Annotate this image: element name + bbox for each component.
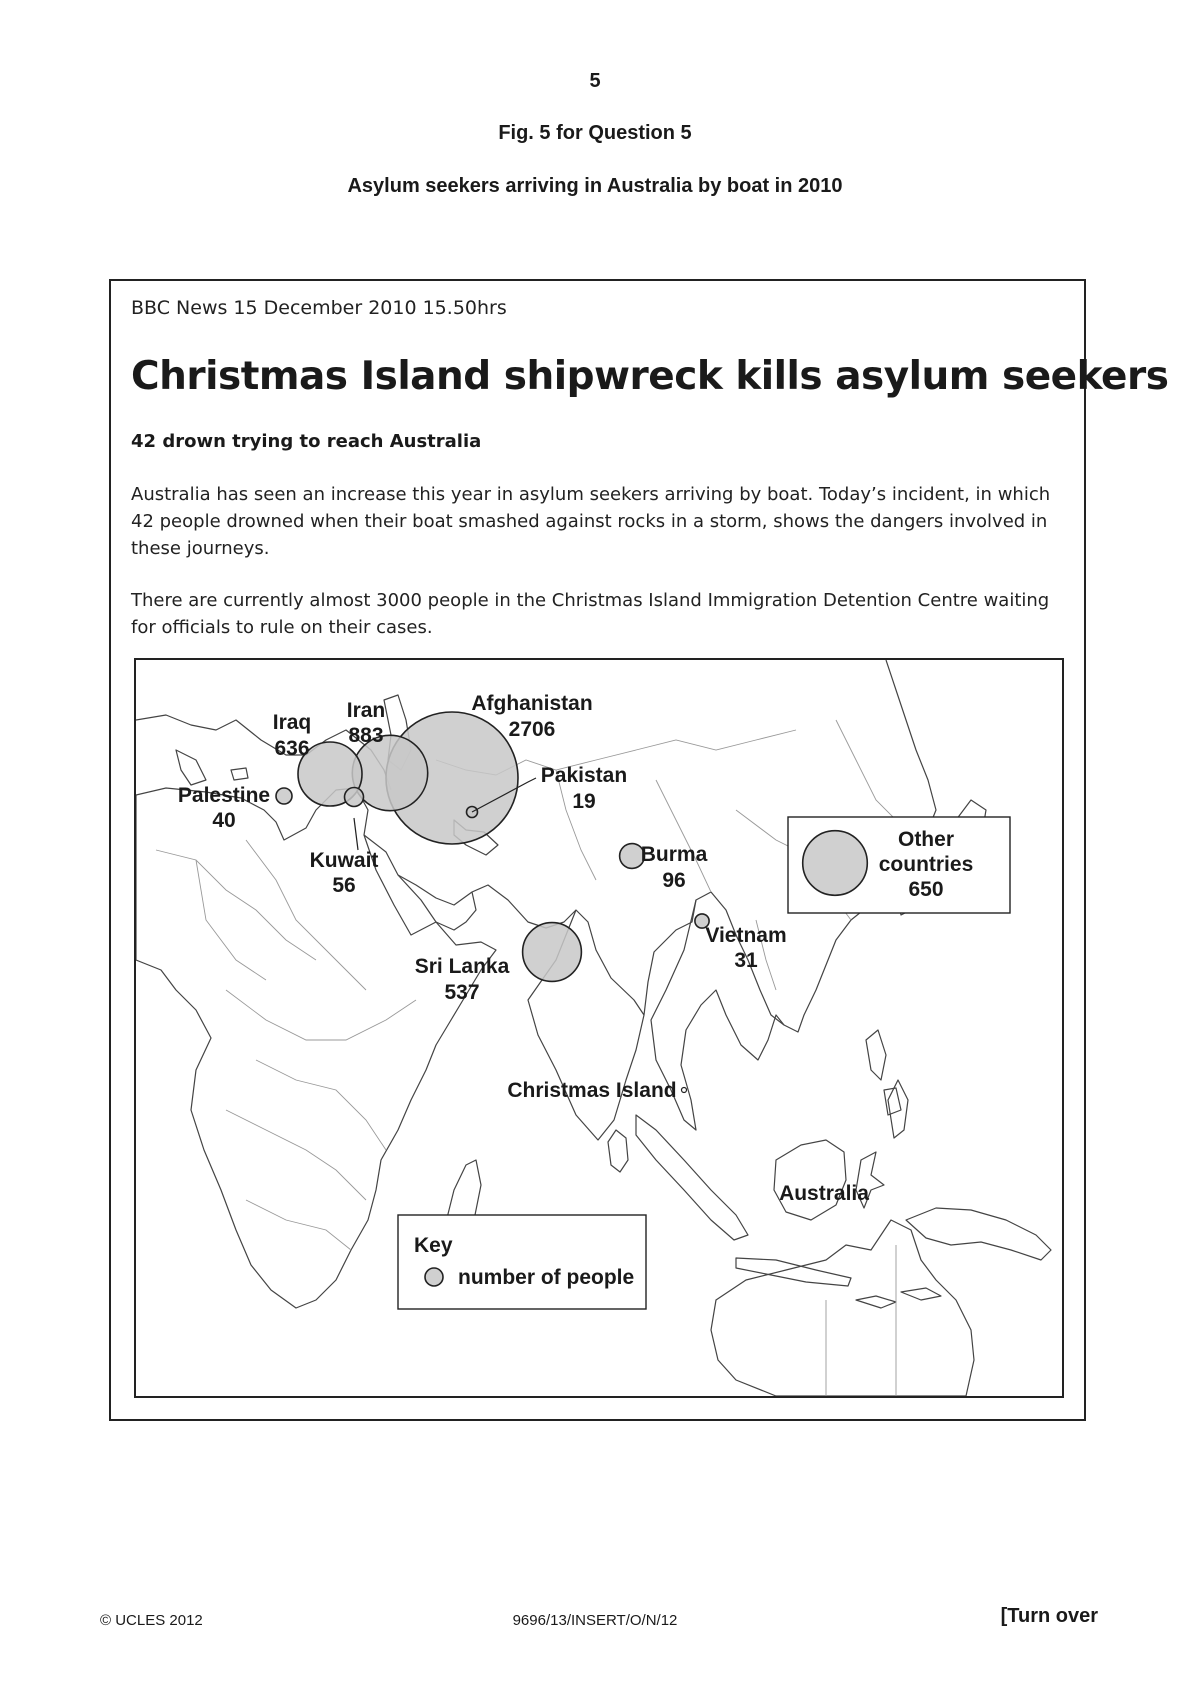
footer-copyright: © UCLES 2012 — [100, 1612, 203, 1629]
other-countries-label-line2: countries — [878, 853, 974, 876]
bubble-palestine — [276, 788, 292, 804]
other-countries-value: 650 — [908, 878, 944, 901]
map-key — [398, 1215, 646, 1309]
label-burma-value: 96 — [662, 869, 686, 892]
label-iran-value: 883 — [348, 724, 384, 747]
article-headline: Christmas Island shipwreck kills asylum seekers — [131, 354, 1169, 399]
label-iran-name: Iran — [346, 699, 386, 722]
label-kuwait-value: 56 — [332, 874, 356, 897]
other-countries-bubble — [803, 831, 868, 896]
other-countries-box — [788, 817, 1010, 913]
label-australia: Australia — [779, 1182, 869, 1205]
footer-turn-over: [Turn over — [1000, 1605, 1098, 1627]
footer-paper-code: 9696/13/INSERT/O/N/12 — [512, 1612, 678, 1629]
key-label: number of people — [458, 1266, 635, 1289]
label-pakistan-name: Pakistan — [540, 764, 628, 787]
figure-title: Fig. 5 for Question 5 — [498, 122, 692, 144]
news-article-box — [109, 279, 1169, 1421]
label-srilanka-name: Sri Lanka — [414, 955, 510, 978]
label-palestine-value: 40 — [212, 809, 236, 832]
label-vietnam-value: 31 — [734, 949, 758, 972]
kuwait-leader-line — [354, 818, 358, 850]
bubble-sri-lanka — [523, 923, 582, 982]
label-srilanka-value: 537 — [444, 981, 480, 1004]
label-afghanistan-name: Afghanistan — [471, 692, 593, 715]
christmas-island-marker — [682, 1088, 687, 1093]
page-number: 5 — [589, 70, 601, 92]
key-title: Key — [414, 1234, 453, 1257]
bubble-kuwait — [345, 788, 364, 807]
label-vietnam-name: Vietnam — [705, 924, 787, 947]
figure-subtitle: Asylum seekers arriving in Australia by boat in 2010 — [347, 175, 843, 197]
other-countries-label-line1: Other — [897, 828, 955, 851]
map-canvas — [136, 660, 1062, 1396]
key-symbol-icon — [425, 1268, 443, 1286]
label-iraq-name: Iraq — [272, 711, 312, 734]
label-burma-name: Burma — [640, 843, 708, 866]
article-subheading: 42 drown trying to reach Australia — [131, 431, 482, 452]
label-palestine-name: Palestine — [177, 784, 271, 807]
article-source: BBC News 15 December 2010 15.50hrs — [131, 297, 507, 319]
article-paragraph: Australia has seen an increase this year in asylum seekers arriving by boat. Today’s incident, in which 42 people drowned when their boat smashed against rocks in a storm, shows the dangers involved in these journeys. — [131, 484, 1051, 559]
label-afghanistan-value: 2706 — [508, 718, 556, 741]
label-kuwait-name: Kuwait — [309, 849, 379, 872]
article-paragraph: There are currently almost 3000 people in the Christmas Island Immigration Detention Centre waiting for officials to rule on their cases. — [131, 590, 1050, 638]
proportional-symbol-map — [134, 658, 1064, 1398]
label-pakistan-value: 19 — [572, 790, 596, 813]
label-christmas-island: Christmas Island — [507, 1079, 677, 1102]
label-iraq-value: 636 — [274, 737, 310, 760]
